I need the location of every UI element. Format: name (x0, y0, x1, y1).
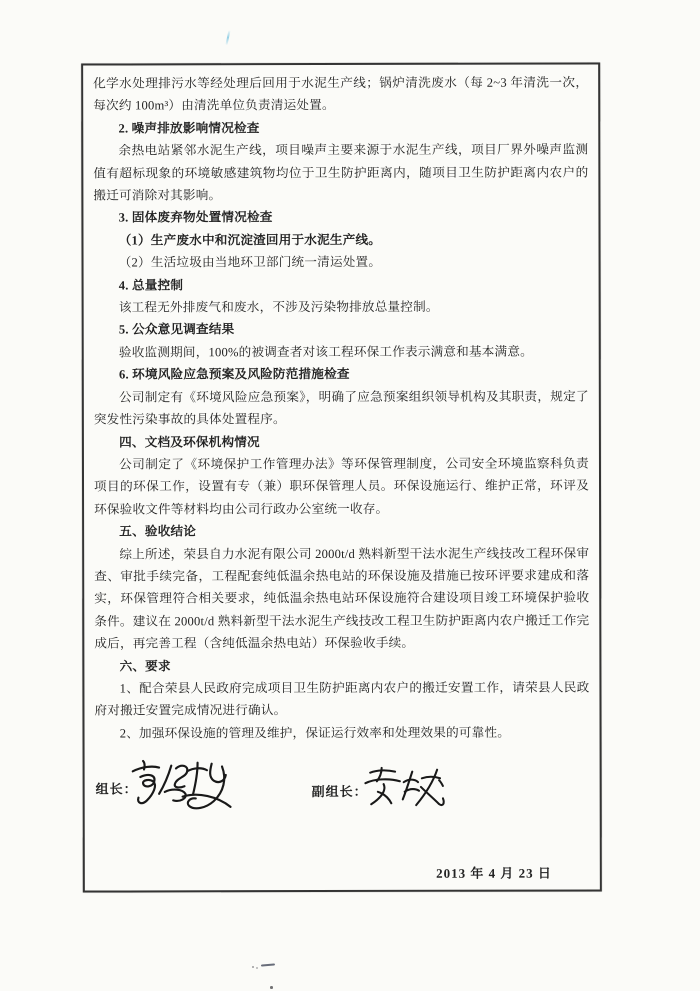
leader-label: 组长： (95, 781, 138, 797)
p-documents-and-org: 公司制定了《环境保护工作管理办法》等环保管理制度，公司安全环境监察科负责项目的环保工作，设置有专（兼）职环保管理人员。环保设施运行、维护正常，环评及环保验收文件等材料均由公司行政办公室统一收存。 (94, 456, 590, 517)
stray-blue-pen-mark (225, 30, 230, 45)
pencil-dash-mark (261, 963, 275, 967)
h-section-4-documents-and-org: 四、文档及环保机构情况 (119, 434, 260, 449)
h-section-6-requirements: 六、要求 (119, 658, 171, 674)
p-requirement-1: 1、配合荣县人民政府完成项目卫生防护距离内农户的搬迁安置工作，请荣县人民政府对搬迁安置完成情况进行确认。 (94, 680, 590, 718)
p-wastewater-reuse-continuation: 化学水处理排污水等经处理后回用于水泥生产线；锅炉清洗废水（每 2~3 年清洗一次，每次约 100m³）由清洗单位负责清运处置。 (93, 75, 589, 113)
h-public-opinion-survey: 5. 公众意见调查结果 (118, 322, 235, 337)
deputy-label: 副组长： (311, 784, 368, 800)
h-environmental-risk-plan-check: 6. 环境风险应急预案及风险防范措施检查 (118, 367, 350, 382)
p-requirement-2: 2、加强环保设施的管理及维护，保证运行效率和处理效果的可靠性。 (119, 725, 511, 741)
leader-signature-handwriting (129, 754, 235, 816)
h-section-5-acceptance-conclusion: 五、验收结论 (119, 524, 197, 539)
date-line: 2013 年 4 月 23 日 (436, 865, 552, 881)
p-noise-impact: 余热电站紧邻水泥生产线，项目噪声主要来源于水泥生产线，项目厂界外噪声监测值有超标现象的环境敏感建筑物均位于卫生防护距离内，随项目卫生防护距离内农户的搬迁可消除对其影响。 (93, 142, 589, 203)
h-noise-emission-check: 2. 噪声排放影响情况检查 (118, 120, 260, 136)
signature-row (95, 752, 590, 833)
document-table-cell (81, 62, 602, 892)
p-environmental-risk-plan: 公司制定有《环境风险应急预案》，明确了应急预案组织领导机构及其职责，规定了突发性污染事故的具体处置程序。 (93, 389, 589, 427)
deputy-signature-handwriting (361, 764, 449, 814)
h-solid-waste-check: 3. 固体废弃物处置情况检查 (118, 210, 273, 225)
pencil-dot-mark (252, 966, 254, 968)
h-total-quantity-control: 4. 总量控制 (118, 277, 184, 293)
p-total-quantity: 该工程无外排废气和废水，不涉及污染物排放总量控制。 (118, 299, 439, 315)
p-solid-waste-item-2: （2）生活垃圾由当地环卫部门统一清运处置。 (118, 255, 382, 270)
p-acceptance-conclusion: 综上所述，荣县自力水泥有限公司 2000t/d 熟料新型干法水泥生产线技改工程环保审查、审批手续完备，工程配套纯低温余热电站的环保设施及措施已按环评要求建成和落实，环保管理符合相关要求，纯低温余热电站环保设施符合建设项目竣工环境保护验收条件。建议在 2000t/d 熟料新型干法水泥生产线技改工程卫生防护距离内农户搬迁工作完成后，再完善工程（含纯低温余热电站）环保验收手续。 (94, 546, 590, 651)
p-solid-waste-item-1: （1）生产废水中和沉淀渣回用于水泥生产线。 (118, 232, 382, 248)
pencil-speck-mark (270, 986, 273, 989)
p-public-opinion: 验收监测期间，100%的被调查者对该工程环保工作表示满意和基本满意。 (118, 344, 533, 360)
